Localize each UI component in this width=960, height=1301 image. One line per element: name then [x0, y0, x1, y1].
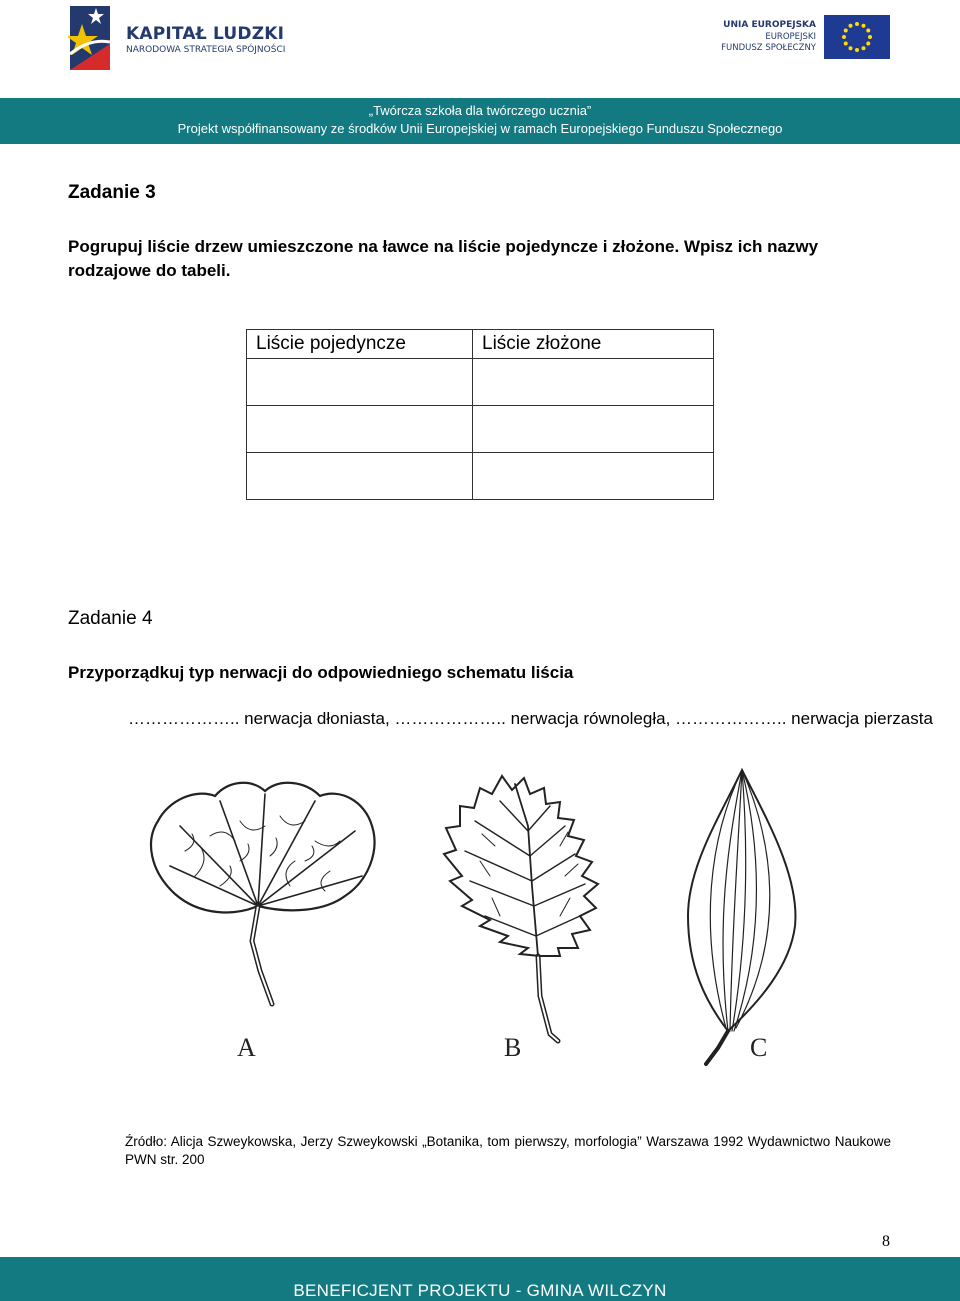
column-header-compound-leaves: Liście złożone	[473, 330, 714, 359]
eu-star-icon	[868, 35, 872, 39]
table-row	[247, 359, 714, 406]
table-row	[247, 453, 714, 500]
eu-logo-line3: FUNDUSZ SPOŁECZNY	[721, 43, 816, 53]
table-header-row	[247, 330, 714, 359]
leaf-venation-figure	[140, 766, 810, 1066]
task3-title: Zadanie 3	[68, 182, 156, 203]
table-row	[247, 406, 714, 453]
eu-star-icon	[849, 24, 853, 28]
eu-star-icon	[844, 29, 848, 33]
eu-star-icon	[849, 46, 853, 50]
leaf-label-a: A	[237, 1033, 256, 1062]
project-banner	[0, 98, 960, 144]
eu-star-icon	[855, 22, 859, 26]
banner-slogan: „Twórcza szkoła dla twórczego ucznia”	[368, 103, 592, 118]
eu-star-icon	[862, 24, 866, 28]
eu-star-icon	[844, 42, 848, 46]
eu-flag-icon	[824, 15, 890, 59]
leaf-c-parallel-illustration	[688, 770, 795, 1064]
leaf-label-b: B	[504, 1033, 522, 1062]
eu-star-icon	[842, 35, 846, 39]
leaf-types-table	[246, 329, 714, 500]
banner-funding-note: Projekt współfinansowany ze środków Unii Europejskiej w ramach Europejskiego Funduszu Społecznego	[177, 121, 783, 136]
table-cell[interactable]	[473, 453, 714, 500]
eu-star-icon	[855, 48, 859, 52]
table-cell[interactable]	[473, 406, 714, 453]
footer-beneficiary: BENEFICJENT PROJEKTU - GMINA WILCZYN	[293, 1281, 667, 1300]
table-cell[interactable]	[473, 359, 714, 406]
task4-answer-line: ……………….. nerwacja dłoniasta, ……………….. nerwacja równoległa, ……………….. nerwacja pierzasta	[128, 709, 933, 728]
source-citation: Źródło: Alicja Szweykowska, Jerzy Szweykowski „Botanika, tom pierwszy, morfologia” Warszawa 1992 Wydawnictwo Naukowe PWN str. 200	[125, 1134, 891, 1167]
leaf-b-pinnate-illustration	[444, 776, 598, 1041]
eu-star-icon	[862, 46, 866, 50]
kapital-ludzki-subtitle: NARODOWA STRATEGIA SPÓJNOŚCI	[126, 45, 286, 55]
footer-bar	[0, 1257, 960, 1301]
eu-logo-line2: EUROPEJSKI	[765, 32, 816, 42]
task4-instruction: Przyporządkuj typ nerwacji do odpowiedniego schematu liścia	[68, 663, 574, 682]
table-cell[interactable]	[247, 359, 473, 406]
eu-star-icon	[866, 42, 870, 46]
task3-instruction: Pogrupuj liście drzew umieszczone na ławce na liście pojedyncze i złożone. Wpisz ich nazwy rodzajowe do tabeli.	[68, 237, 819, 280]
eu-logo-line1: UNIA EUROPEJSKA	[723, 20, 816, 30]
column-header-simple-leaves: Liście pojedyncze	[247, 330, 473, 359]
kapital-ludzki-title: KAPITAŁ LUDZKI	[126, 24, 285, 44]
eu-star-icon	[866, 29, 870, 33]
table-cell[interactable]	[247, 453, 473, 500]
table-cell[interactable]	[247, 406, 473, 453]
page-number: 8	[882, 1233, 890, 1250]
task4-title: Zadanie 4	[68, 608, 153, 629]
leaf-a-palmate-illustration	[151, 783, 374, 1004]
leaf-label-c: C	[750, 1033, 768, 1062]
